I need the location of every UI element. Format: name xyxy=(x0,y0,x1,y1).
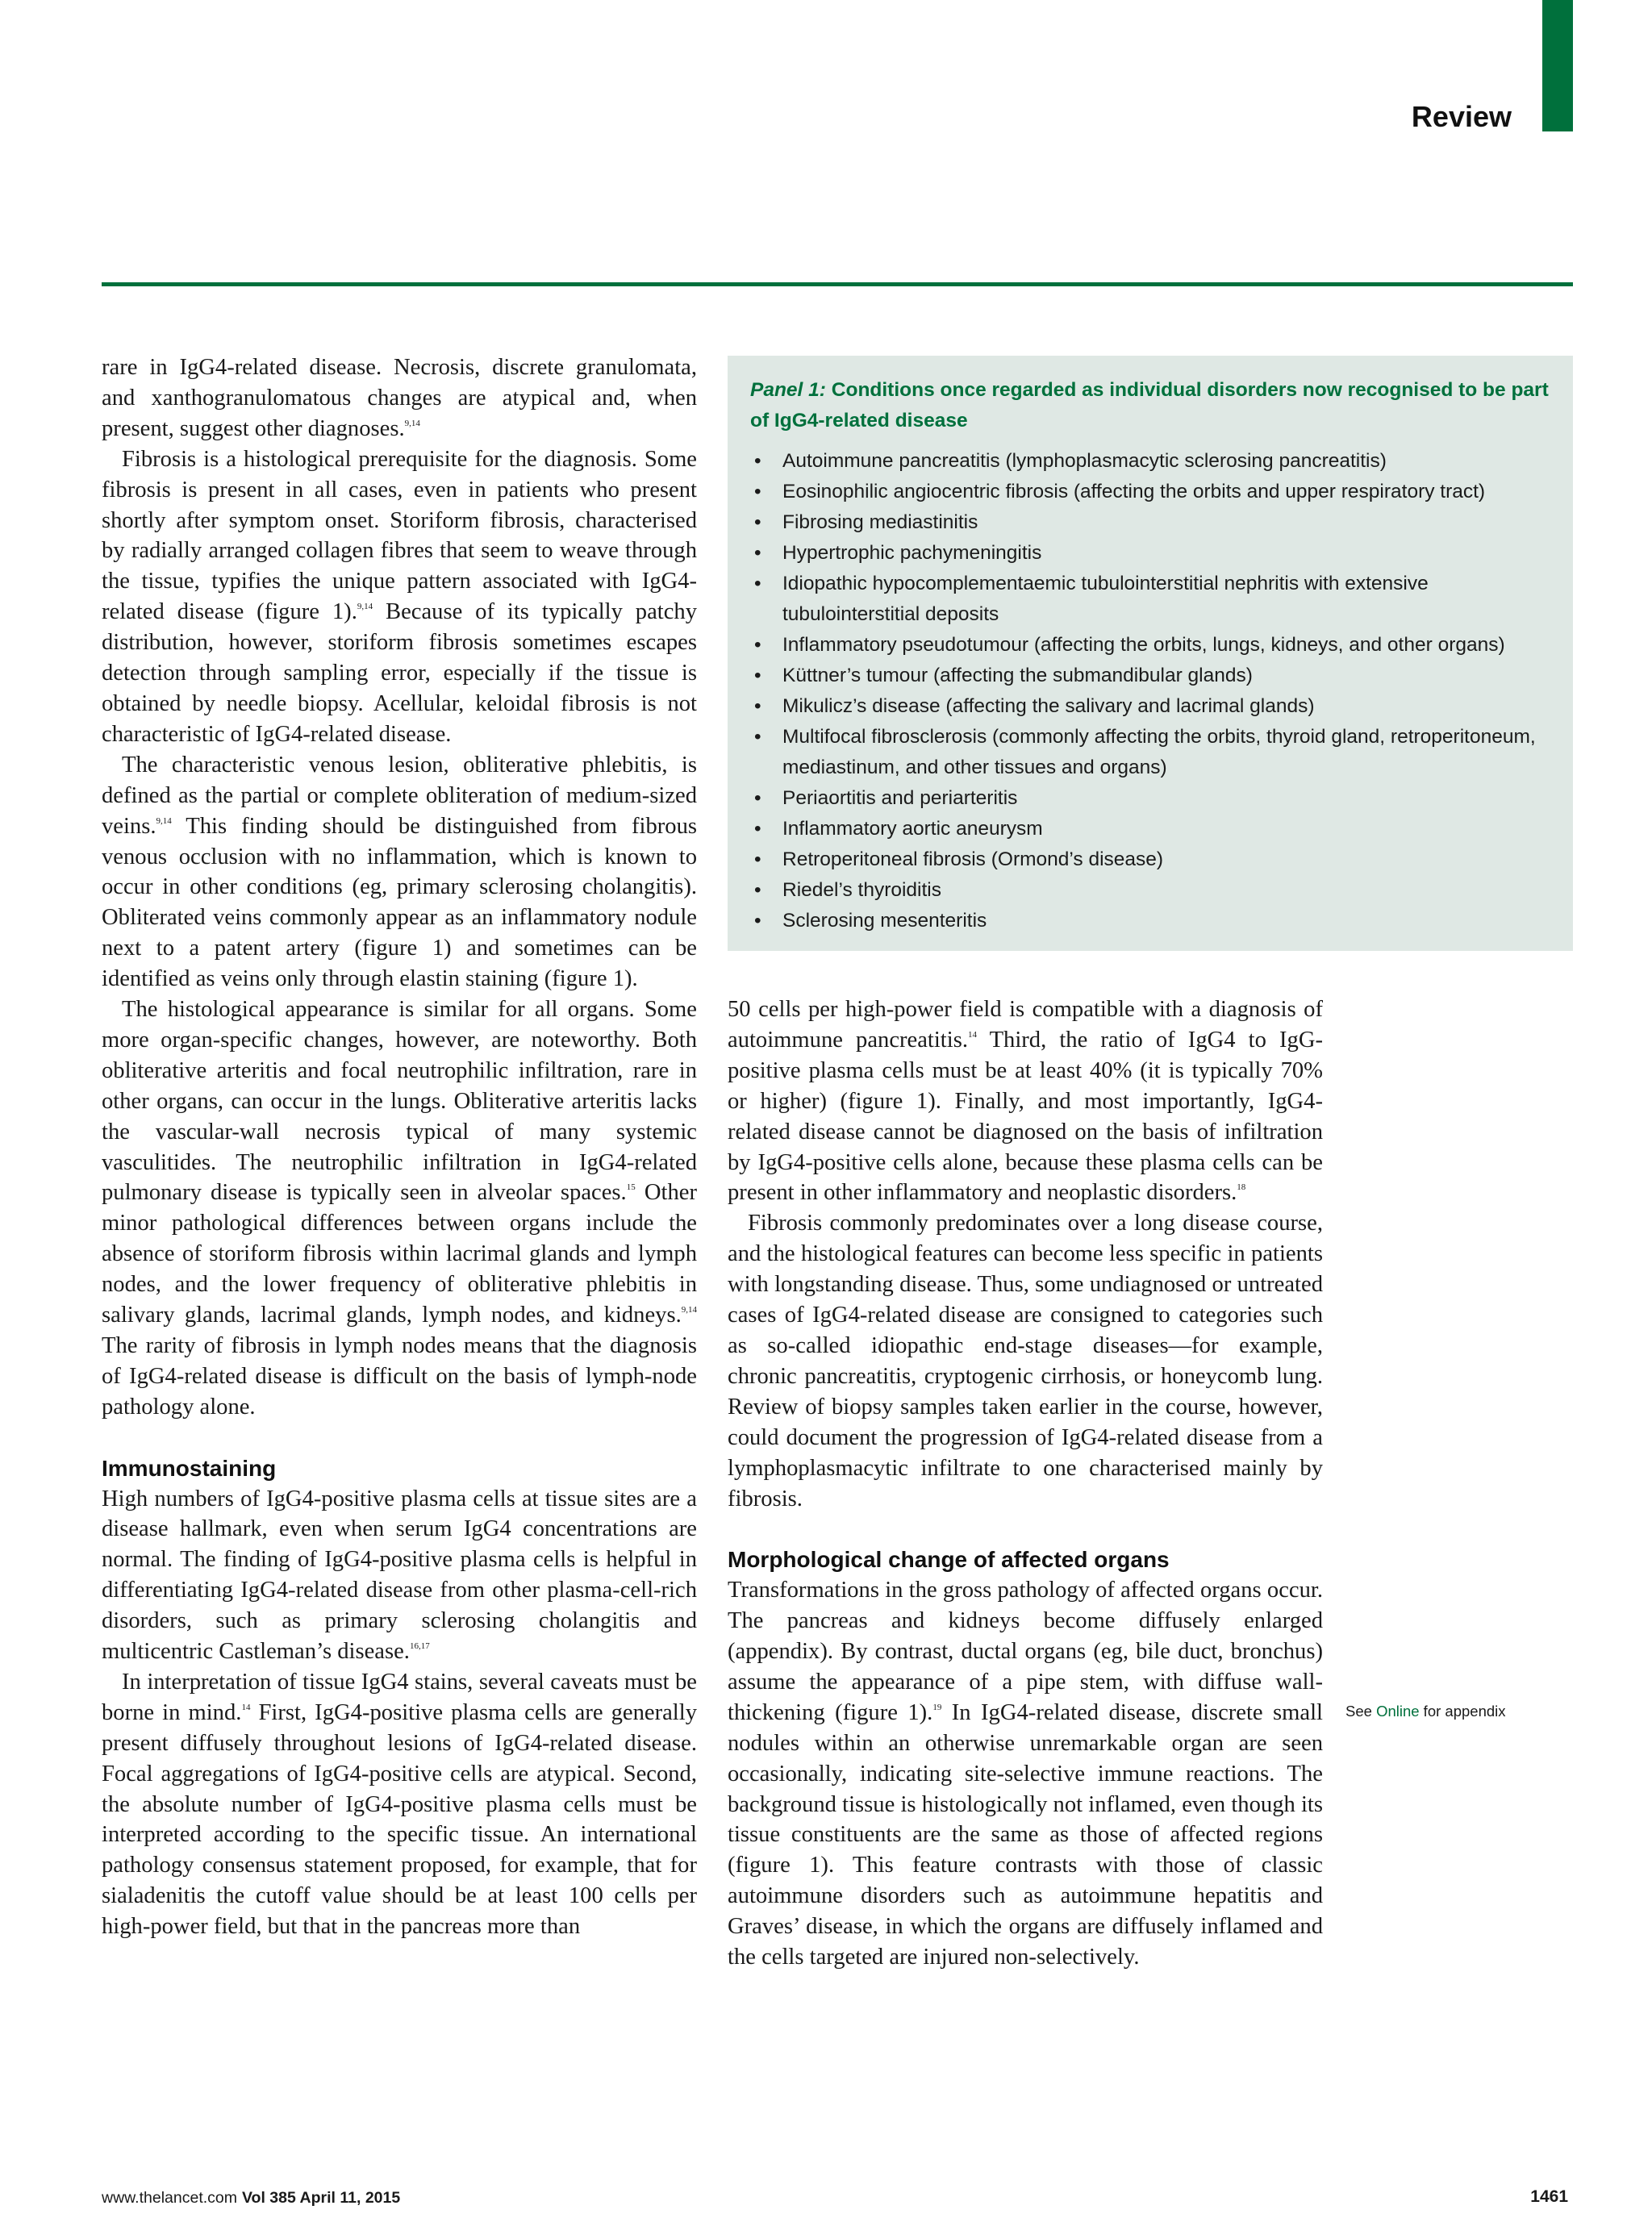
paragraph xyxy=(102,994,697,1423)
panel-item-text: Inflammatory aortic aneurysm xyxy=(782,818,1043,840)
bullet-icon: • xyxy=(754,879,761,901)
panel-list-item xyxy=(750,446,1550,477)
panel-title xyxy=(750,375,1550,436)
paragraph-text: The characteristic venous lesion, obliterative phlebitis, is defined as the partial or complete obliteration of medium-sized veins. xyxy=(102,752,697,839)
panel-list-item xyxy=(750,691,1550,722)
panel-item-text: Fibrosing mediastinitis xyxy=(782,511,978,533)
bullet-icon: • xyxy=(754,787,761,809)
bullet-icon: • xyxy=(754,481,761,502)
section-label: Review xyxy=(1411,100,1512,133)
paragraph-text: In IgG4-related disease, discrete small nodules within an otherwise unremarkable organ are seen occasionally, indicating site-selective immune reactions. The background tissue is histologically not inflamed, even though its tissue constituents are the same as those of affected regions (figure 1). This feature contrasts with those of classic autoimmune disorders such as autoimmune hepatitis and Graves’ disease, in which the organs are diffusely inflamed and the cells targeted are injured non-selectively. xyxy=(728,1699,1323,1970)
reference-superscript[interactable]: 9,14 xyxy=(156,815,172,826)
reference-superscript[interactable]: 14 xyxy=(241,1702,251,1712)
panel-list-item xyxy=(750,875,1550,906)
journal-website-link[interactable]: www.thelancet.com xyxy=(102,2189,237,2207)
panel-list-item xyxy=(750,783,1550,814)
paragraph-text: This finding should be distinguished from fibrous venous occlusion with no inflammation, which is known to occur in other conditions (eg, primary sclerosing cholangitis). Obliterated veins commonly appear as an inflammatory nodule next to a patent artery (figure 1) and sometimes can be identified as veins only through elastin staining (figure 1). xyxy=(102,813,697,992)
panel-list-item xyxy=(750,722,1550,783)
bullet-icon: • xyxy=(754,665,761,686)
footer-journal-info xyxy=(102,2189,400,2208)
paragraph xyxy=(728,994,1323,1208)
panel-list-item xyxy=(750,477,1550,507)
panel-list-item xyxy=(750,661,1550,691)
panel-list-item xyxy=(750,507,1550,538)
bullet-icon: • xyxy=(754,818,761,840)
reference-superscript[interactable]: 14 xyxy=(967,1029,977,1040)
paragraph xyxy=(102,1667,697,1942)
paragraph-text: Fibrosis is a histological prerequisite for the diagnosis. Some fibrosis is present in all cases, even in patients who present shortly after symptom onset. Storiform fibrosis, characterised by radially arranged collagen fibres that seem to weave through the tissue, typifies the unique pattern associated with IgG4-related disease (figure 1). xyxy=(102,446,697,625)
paragraph-text: First, IgG4-positive plasma cells are generally present diffusely throughout lesions of IgG4-related disease. Focal aggregations of IgG4-positive cells are atypical. Second, the absolute number of IgG4-positive plasma cells must be interpreted according to the specific tissue. An international pathology consensus statement proposed, for example, that for sialadenitis the cutoff value should be at least 100 cells per high-power field, but that in the pancreas more than xyxy=(102,1699,697,1940)
panel-item-text: Eosinophilic angiocentric fibrosis (affecting the orbits and upper respiratory tract) xyxy=(782,481,1486,502)
panel-item-text: Sclerosing mesenteritis xyxy=(782,910,987,932)
left-column xyxy=(102,352,697,1942)
panel-list-item xyxy=(750,844,1550,875)
bullet-icon: • xyxy=(754,848,761,870)
bullet-icon: • xyxy=(754,573,761,594)
paragraph xyxy=(102,750,697,994)
reference-superscript[interactable]: 15 xyxy=(626,1182,636,1193)
panel-list-item xyxy=(750,630,1550,661)
panel-list-item xyxy=(750,814,1550,844)
appendix-margin-note xyxy=(1345,1703,1506,1720)
bullet-icon: • xyxy=(754,634,761,656)
panel-item-text: Küttner’s tumour (affecting the submandibular glands) xyxy=(782,665,1253,686)
paragraph-text: 50 cells per high-power field is compatible with a diagnosis of autoimmune pancreatitis. xyxy=(728,997,1323,1053)
panel-item-text: Multifocal fibrosclerosis (commonly affecting the orbits, thyroid gland, retroperitoneum, mediastinum, and other tissues and organs) xyxy=(782,726,1536,778)
paragraph xyxy=(728,1575,1323,1973)
bullet-icon: • xyxy=(754,450,761,472)
bullet-icon: • xyxy=(754,542,761,564)
panel-item-text: Inflammatory pseudotumour (affecting the orbits, lungs, kidneys, and other organs) xyxy=(782,634,1505,656)
paragraph xyxy=(102,1484,697,1667)
volume-date: Vol 385 April 11, 2015 xyxy=(242,2189,401,2207)
panel-list-item xyxy=(750,906,1550,936)
reference-superscript[interactable]: 9,14 xyxy=(681,1305,697,1315)
paragraph-text: Other minor pathological differences between organs include the absence of storiform fibrosis within lacrimal glands and lymph nodes, and the lower frequency of obliterative phlebitis in salivary glands, lacrimal glands, lymph nodes, and kidneys. xyxy=(102,1180,697,1328)
paragraph-text: Fibrosis commonly predominates over a long disease course, and the histological features can become less specific in patients with longstanding disease. Thus, some undiagnosed or untreated cases of IgG4-related disease are consigned to categories such as so-called idiopathic end-stage diseases—for example, chronic pancreatitis, cryptogenic cirrhosis, or honeycomb lung. Review of biopsy samples taken earlier in the course, however, could document the progression of IgG4-related disease from a lymphoplasmacytic infiltrate to one characterised mainly by fibrosis. xyxy=(728,1211,1323,1511)
panel-list xyxy=(750,446,1550,936)
paragraph-text: Because of its typically patchy distribution, however, storiform fibrosis sometimes escapes detection through sampling error, especially if the tissue is obtained by needle biopsy. Acellular, keloidal fibrosis is not characteristic of IgG4-related disease. xyxy=(102,599,697,747)
section-heading-morphological-change: Morphological change of affected organs xyxy=(728,1547,1170,1573)
panel-item-text: Hypertrophic pachymeningitis xyxy=(782,542,1042,564)
paragraph-text: High numbers of IgG4-positive plasma cells at tissue sites are a disease hallmark, even when serum IgG4 concentrations are normal. The finding of IgG4-positive plasma cells is helpful in differentiating IgG4-related disease from other plasma-cell-rich disorders, such as primary sclerosing cholangitis and multicentric Castleman’s disease. xyxy=(102,1486,697,1665)
panel-label: Panel 1: xyxy=(750,379,826,401)
paragraph-text: Third, the ratio of IgG4 to IgG-positive plasma cells must be at least 40% (it is typically 70% or higher) (figure 1). Finally, and most importantly, IgG4-related disease cannot be diagnosed on the basis of infiltration by IgG4-positive cells alone, because these plasma cells can be present in other inflammatory and neoplastic disorders. xyxy=(728,1027,1323,1206)
panel-title-text: Conditions once regarded as individual disorders now recognised to be part of IgG4-related disease xyxy=(750,379,1549,432)
panel-item-text: Retroperitoneal fibrosis (Ormond’s disease) xyxy=(782,848,1164,870)
panel-list-item xyxy=(750,569,1550,630)
online-appendix-link[interactable]: Online xyxy=(1376,1703,1420,1720)
margin-note-suffix: for appendix xyxy=(1419,1703,1506,1720)
header-rule xyxy=(102,282,1573,286)
panel-item-text: Autoimmune pancreatitis (lymphoplasmacytic sclerosing pancreatitis) xyxy=(782,450,1387,472)
panel-box xyxy=(728,356,1573,951)
panel-item-text: Mikulicz’s disease (affecting the salivary and lacrimal glands) xyxy=(782,695,1315,717)
section-color-tab xyxy=(1542,0,1573,131)
reference-superscript[interactable]: 9,14 xyxy=(404,418,420,428)
section-heading-immunostaining: Immunostaining xyxy=(102,1455,277,1481)
reference-superscript[interactable]: 16,17 xyxy=(409,1641,430,1652)
paragraph-text: The rarity of fibrosis in lymph nodes means that the diagnosis of IgG4-related disease is difficult on the basis of lymph-node pathology alone. xyxy=(102,1333,697,1420)
panel-list-item xyxy=(750,538,1550,569)
paragraph xyxy=(102,352,697,444)
reference-superscript[interactable]: 19 xyxy=(932,1702,942,1712)
margin-note-prefix: See xyxy=(1345,1703,1377,1720)
paragraph xyxy=(102,444,697,750)
bullet-icon: • xyxy=(754,511,761,533)
reference-superscript[interactable]: 9,14 xyxy=(357,602,373,612)
page-number: 1461 xyxy=(1530,2187,1568,2206)
panel-item-text: Idiopathic hypocomplementaemic tubulointerstitial nephritis with extensive tubulointerstitial deposits xyxy=(782,573,1429,625)
right-column xyxy=(728,994,1323,1973)
bullet-icon: • xyxy=(754,695,761,717)
paragraph-text: Transformations in the gross pathology of affected organs occur. The pancreas and kidneys become diffusely enlarged (appendix). By contrast, ductal organs (eg, bile duct, bronchus) assume the appearance of a pipe stem, with diffuse wall-thickening (figure 1). xyxy=(728,1578,1323,1725)
panel-item-text: Periaortitis and periarteritis xyxy=(782,787,1018,809)
paragraph-text: rare in IgG4-related disease. Necrosis, discrete granulomata, and xanthogranulomatous changes are atypical and, when present, suggest other diagnoses. xyxy=(102,355,697,441)
reference-superscript[interactable]: 18 xyxy=(1237,1182,1246,1193)
panel-item-text: Riedel’s thyroiditis xyxy=(782,879,941,901)
paragraph-text: The histological appearance is similar for all organs. Some more organ-specific changes, however, are noteworthy. Both obliterative arteritis and focal neutrophilic infiltration, rare in other organs, can occur in the lungs. Obliterative arteritis lacks the vascular-wall necrosis typical of many systemic vasculitides. The neutrophilic infiltration in IgG4-related pulmonary disease is typically seen in alveolar spaces. xyxy=(102,997,697,1206)
paragraph xyxy=(728,1208,1323,1514)
paragraph-text: In interpretation of tissue IgG4 stains, several caveats must be borne in mind. xyxy=(102,1669,697,1725)
bullet-icon: • xyxy=(754,726,761,748)
bullet-icon: • xyxy=(754,910,761,932)
